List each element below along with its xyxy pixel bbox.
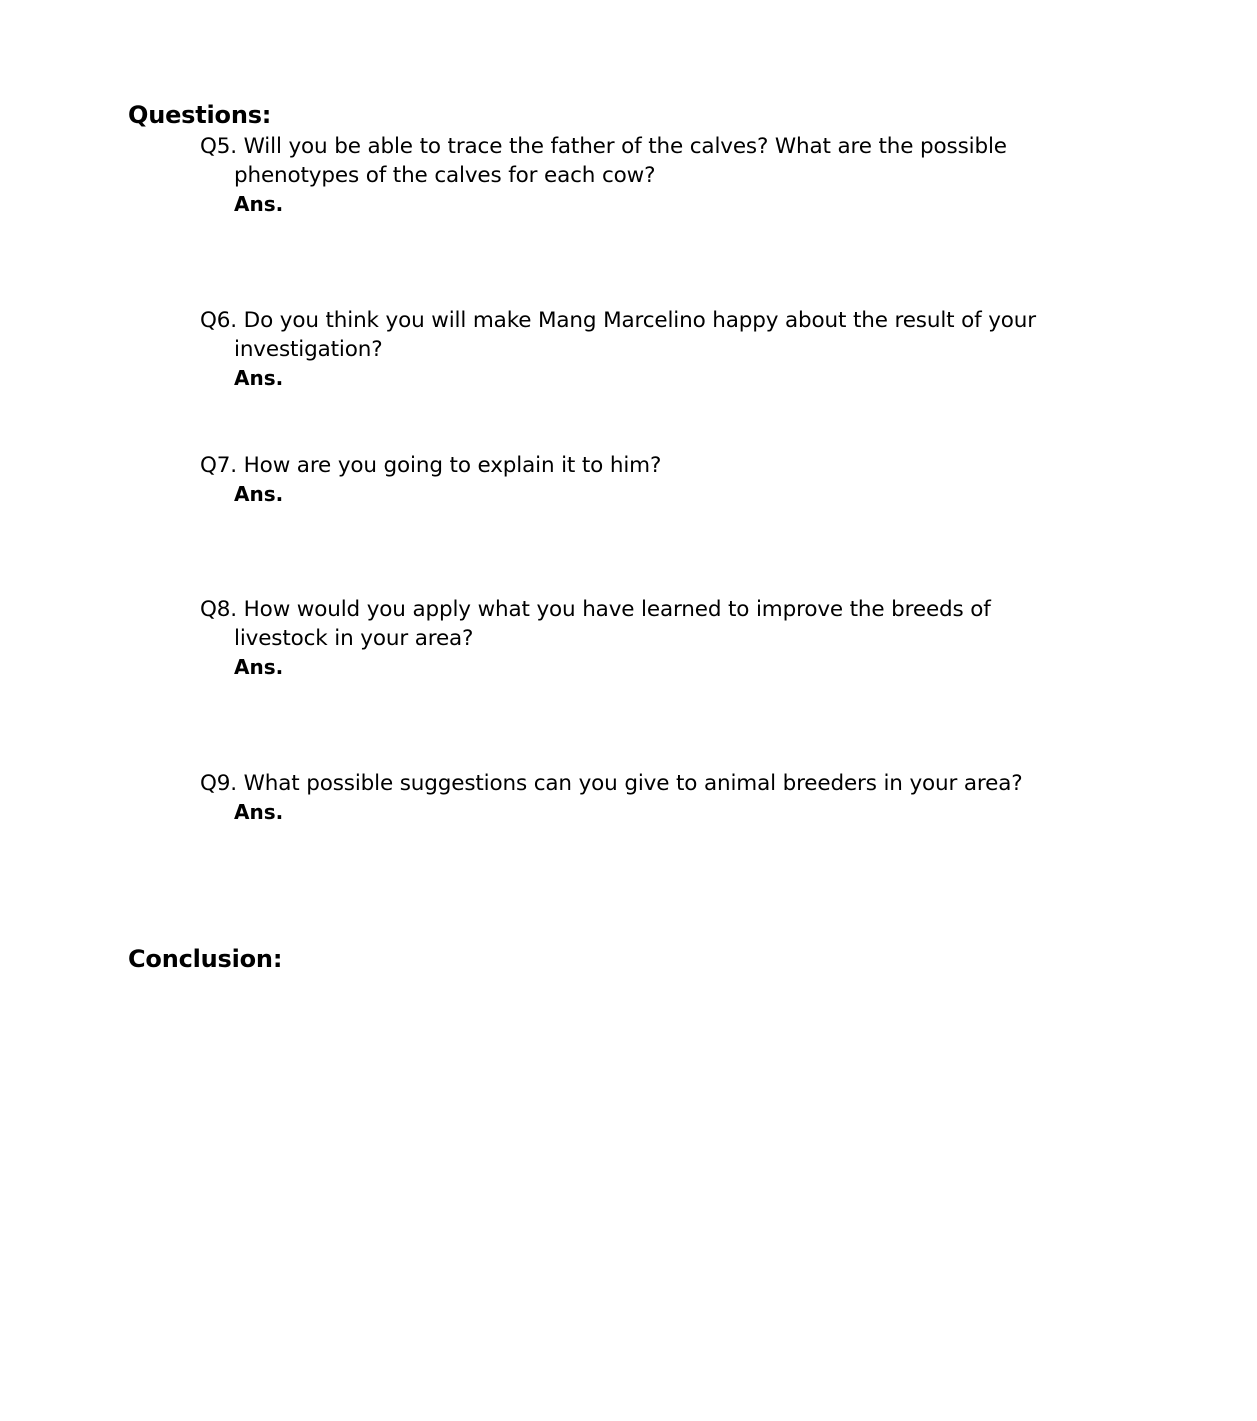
question-q5 — [200, 132, 1060, 219]
questions-heading: Questions: — [128, 101, 272, 129]
question-text: Q6. Do you think you will make Mang Marcelino happy about the result of your investigation? — [200, 308, 1036, 362]
question-text: Q7. How are you going to explain it to him? — [200, 453, 662, 478]
question-q6 — [200, 306, 1060, 393]
question-text: Q5. Will you be able to trace the father of the calves? What are the possible phenotypes of the calves for each cow? — [200, 134, 1007, 188]
question-text: Q9. What possible suggestions can you give to animal breeders in your area? — [200, 771, 1023, 796]
question-q7 — [200, 451, 1060, 509]
question-q9 — [200, 769, 1060, 827]
answer-label: Ans. — [234, 366, 284, 390]
answer-label: Ans. — [234, 655, 284, 679]
answer-label: Ans. — [234, 800, 284, 824]
question-text: Q8. How would you apply what you have learned to improve the breeds of livestock in your area? — [200, 597, 991, 651]
conclusion-heading: Conclusion: — [128, 945, 283, 973]
question-q8 — [200, 595, 1060, 682]
answer-label: Ans. — [234, 482, 284, 506]
answer-label: Ans. — [234, 192, 284, 216]
